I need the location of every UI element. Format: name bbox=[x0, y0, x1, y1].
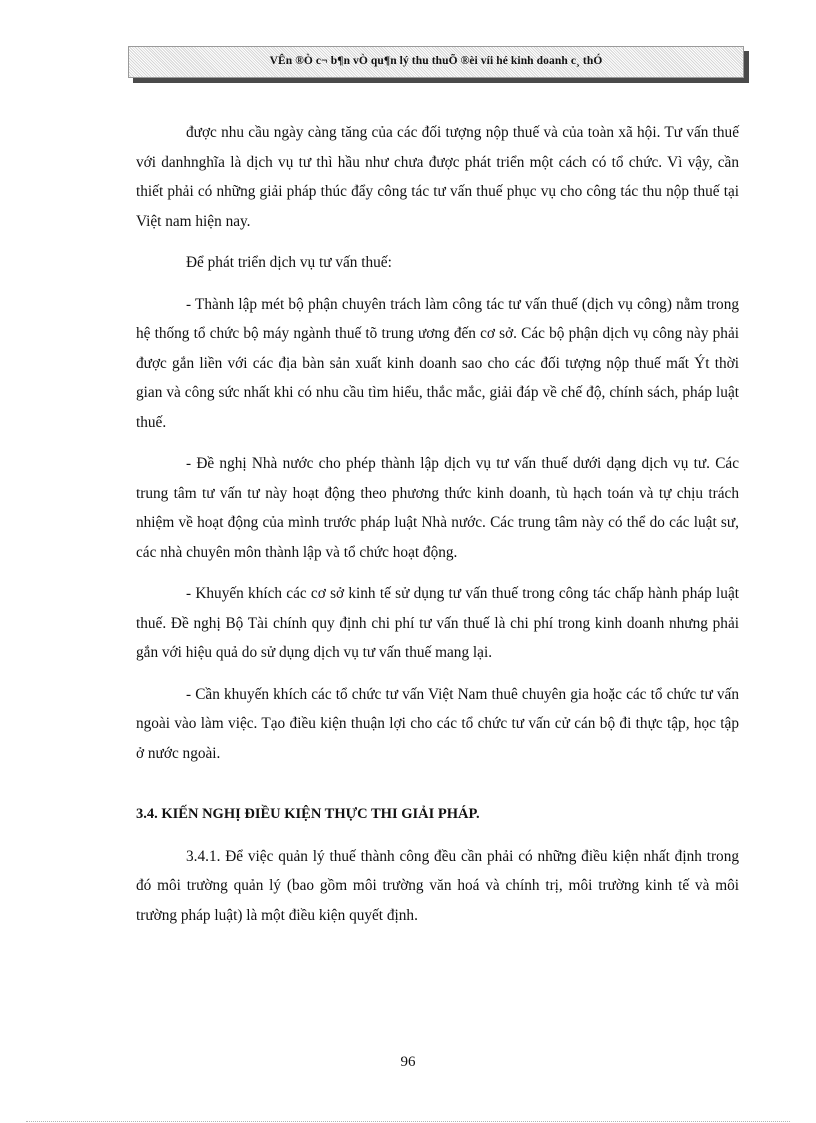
page-body bbox=[136, 118, 739, 930]
running-header-title: VÊn ®Ò c¬ b¶n vÒ qu¶n lý thu thuÕ ®èi víi hé kinh doanh c¸ thÓ bbox=[269, 55, 603, 67]
paragraph-bullet-3: - Khuyến khích các cơ sở kinh tế sử dụng tư vấn thuế trong công tác chấp hành pháp luật thuế. Đề nghị Bộ Tài chính quy định chi phí tư vấn thuế là chi phí trong kinh doanh nhưng phải gắn với hiệu quả do sử dụng dịch vụ tư vấn thuế mang lại. bbox=[136, 585, 739, 661]
paragraph-continuation: được nhu cầu ngày càng tăng của các đối tượng nộp thuế và của toàn xã hội. Tư vấn thuế với danhnghĩa là dịch vụ tư thì hầu như chưa được phát triển một cách có tổ chức. Vì vậy, cần thiết phải có những giải pháp thúc đẩy công tác tư vấn thuế phục vụ cho công tác thu nộp thuế tại Việt nam hiện nay. bbox=[136, 124, 739, 230]
bottom-dotted-rule bbox=[26, 1121, 790, 1122]
page-number: 96 bbox=[400, 1054, 416, 1070]
paragraph-bullet-1: - Thành lập mét bộ phận chuyên trách làm công tác tư vấn thuế (dịch vụ công) nằm trong hệ thống tổ chức bộ máy ngành thuế tõ trung ương đến cơ sở. Các bộ phận dịch vụ công này phải được gắn liền với các địa bàn sản xuất kinh doanh sao cho các đối tượng nộp thuế mất Ýt thời gian và công sức nhất khi có nhu cầu tìm hiểu, thắc mắc, giải đáp về chế độ, chính sách, pháp luật thuế. bbox=[136, 295, 739, 431]
paragraph-bullet-4: - Cần khuyến khích các tổ chức tư vấn Việt Nam thuê chuyên gia hoặc các tổ chức tư vấn ngoài vào làm việc. Tạo điều kiện thuận lợi cho các tổ chức tư vấn cử cán bộ đi thực tập, học tập ở nước ngoài. bbox=[136, 685, 739, 762]
section-heading: 3.4. KIẾN NGHỊ ĐIỀU KIỆN THỰC THI GIẢI PHÁP. bbox=[136, 806, 480, 822]
paragraph-intro: Để phát triển dịch vụ tư vấn thuế: bbox=[186, 254, 392, 271]
section-paragraph: 3.4.1. Để việc quản lý thuế thành công đều cần phải có những điều kiện nhất định trong đó môi trường quản lý (bao gồm môi trường văn hoá và chính trị, môi trường kinh tế và môi trường pháp luật) là một điều kiện quyết định. bbox=[136, 847, 739, 924]
paragraph-bullet-2: - Đề nghị Nhà nước cho phép thành lập dịch vụ tư vấn thuế dưới dạng dịch vụ tư. Các trung tâm tư vấn tư này hoạt động theo phương thức kinh doanh, tù hạch toán và tự chịu trách nhiệm về hoạt động của mình trước pháp luật Nhà nước. Các trung tâm này có thể do các luật sư, các nhà chuyên môn thành lập và tổ chức hoạt động. bbox=[136, 455, 739, 561]
header-band bbox=[128, 46, 744, 78]
